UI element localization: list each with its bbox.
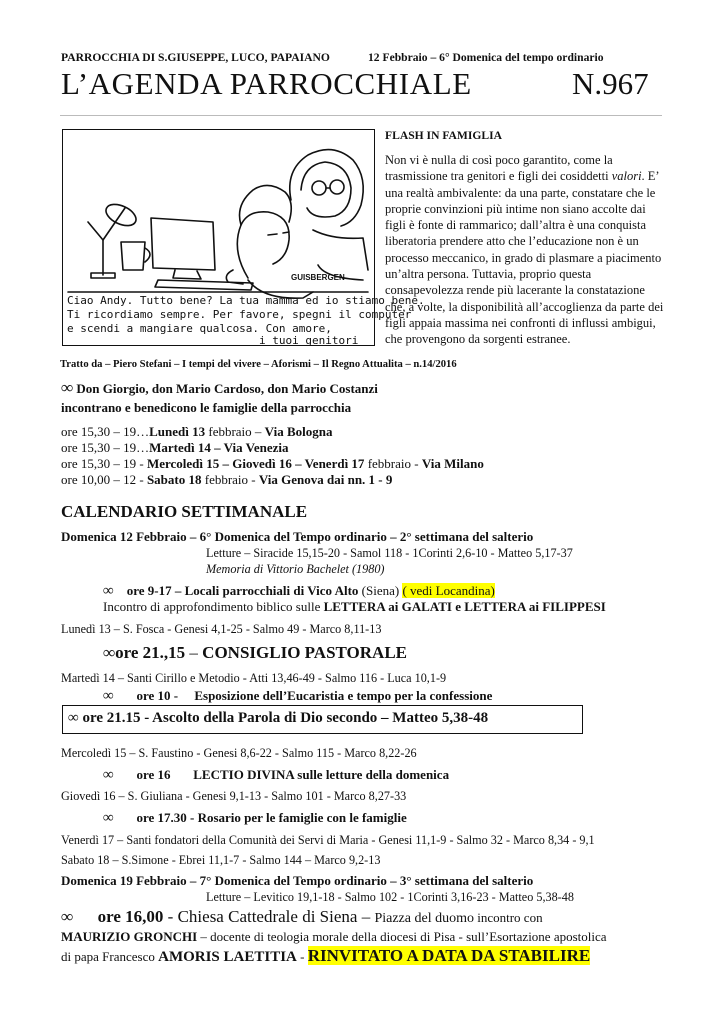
eucaristia: ∞ ore 10 - Esposizione dell’Eucaristia e tempo per la confessione — [103, 688, 493, 704]
sunday-19-heading: Domenica 19 Febbraio – 7° Domenica del Tempo ordinario – 3° settimana del salterio — [61, 873, 534, 888]
flash-title: FLASH IN FAMIGLIA — [385, 129, 503, 142]
monday-13: Lunedì 13 – S. Fosca - Genesi 4,1-25 - Salmo 49 - Marco 8,11-13 — [61, 622, 382, 636]
calendar-title: CALENDARIO SETTIMANALE — [61, 502, 308, 521]
date-line: 12 Febbraio – 6° Domenica del tempo ordinario — [368, 51, 604, 64]
infinity-icon: ∞ — [103, 583, 114, 599]
infinity-icon: ∞ — [103, 767, 114, 783]
cartoon-drawing — [63, 130, 425, 347]
bubble-line-4: i tuoi genitori — [259, 334, 359, 347]
flash-text-italic: valori — [611, 169, 642, 184]
visit-row: ore 10,00 – 12 - Sabato 18 febbraio - Via Genova dai nn. 1 - 9 — [61, 472, 393, 487]
sunday-19-readings: Letture – Levitico 19,1-18 - Salmo 102 - 1Corinti 3,16-23 - Matteo 5,38-48 — [206, 890, 574, 904]
final-event-line-3: di papa Francesco AMORIS LAETITIA - RINVITATO A DATA DA STABILIRE — [61, 946, 591, 965]
cartoon-caption: Tratto da – Piero Stefani – I tempi del vivere – Aforismi – Il Regno Attualita – n.14/2016 — [60, 359, 457, 370]
wednesday-15: Mercoledì 15 – S. Faustino - Genesi 8,6-22 - Salmo 115 - Marco 8,22-26 — [61, 746, 417, 760]
sunday-12-heading: Domenica 12 Febbraio – 6° Domenica del Tempo ordinario – 2° settimana del salterio — [61, 529, 534, 544]
sunday-12-readings: Letture – Siracide 15,15-20 - Samol 118 - 1Corinti 2,6-10 - Matteo 5,17-37 — [206, 546, 573, 560]
visit-row: ore 15,30 – 19…Martedì 14 – Via Venezia — [61, 440, 289, 455]
final-event-line-2: MAURIZIO GRONCHI – docente di teologia morale della diocesi di Pisa - sull’Esortazione apostolica — [61, 929, 607, 944]
flash-body — [385, 152, 668, 348]
infinity-icon: ∞ — [103, 688, 114, 704]
ascolto-parola: ∞ ore 21.15 - Ascolto della Parola di Dio secondo – Matteo 5,38-48 — [68, 710, 489, 726]
final-event-line-1: ∞ ore 16,00 - Chiesa Cattedrale di Siena – Piazza del duomo incontro con — [61, 907, 543, 926]
event-vico-alto: ∞ ore 9-17 – Locali parrocchiali di Vico Alto (Siena) ( vedi Locandina) — [103, 583, 495, 599]
rosario: ∞ ore 17.30 - Rosario per le famiglie con le famiglie — [103, 810, 407, 826]
infinity-icon: ∞ — [103, 643, 116, 662]
infinity-icon: ∞ — [103, 810, 114, 826]
lectio-divina: ∞ ore 16 LECTIO DIVINA sulle letture della domenica — [103, 767, 450, 783]
cartoon-illustration — [62, 129, 425, 347]
header-divider — [60, 115, 662, 116]
infinity-icon: ∞ — [61, 378, 74, 397]
visit-row: ore 15,30 – 19 - Mercoledì 15 – Giovedì 16 – Venerdì 17 febbraio - Via Milano — [61, 456, 484, 471]
visit-row: ore 15,30 – 19…Lunedì 13 febbraio – Via Bologna — [61, 424, 333, 439]
visits-priests: Don Giorgio, don Mario Cardoso, don Mario Costanzi — [76, 381, 378, 396]
friday-17: Venerdì 17 – Santi fondatori della Comunità dei Servi di Maria - Genesi 11,1-9 - Salmo 32 - Marco 8,34 - 9,1 — [61, 833, 595, 847]
parish-name: PARROCCHIA DI S.GIUSEPPE, LUCO, PAPAIANO — [61, 51, 330, 64]
bubble-line-1: Ciao Andy. Tutto bene? La tua mamma ed io stiamo bene. — [67, 294, 425, 307]
thursday-16: Giovedì 16 – S. Giuliana - Genesi 9,1-13 - Salmo 101 - Marco 8,27-33 — [61, 789, 407, 803]
locandina-link[interactable]: ( vedi Locandina) — [402, 583, 495, 598]
infinity-icon: ∞ — [68, 710, 79, 726]
flash-text-1: Non vi è nulla di così poco garantito, come la trasmissione tra genitori e figli dei cosiddetti — [385, 153, 613, 184]
sunday-12-memoria: Memoria di Vittorio Bachelet (1980) — [206, 562, 385, 576]
event-vico-alto-desc: Incontro di approfondimento biblico sulle LETTERA ai GALATI e LETTERA ai FILIPPESI — [103, 599, 606, 614]
tuesday-14: Martedì 14 – Santi Cirillo e Metodio - Atti 13,46-49 - Salmo 116 - Luca 10,1-9 — [61, 671, 447, 685]
issue-number: N.967 — [572, 66, 649, 101]
infinity-icon: ∞ — [61, 907, 74, 926]
rinviato-notice: RINVITATO A DATA DA STABILIRE — [307, 946, 591, 965]
bubble-line-2: Ti ricordiamo sempre. Per favore, spegni il computer — [67, 308, 412, 321]
flash-text-2: . E’ una realtà ambivalente: da una parte, constatare che le proprie convinzioni più intime non siano accolte dai figli è fonte di rammarico; dall’altra è una conquista liberatoria prendere atto che l’educazione non è un processo meccanico, in grado di plasmare a piacimento un’altra persona. Tuttavia, proprio questa consapevolezza rende più lacerante la constatazione che, a volte, la disponibilità all’accoglienza da parte dei figli appaia massima nei confronti di influssi ambigui, che provengono da sorgenti estranee. — [385, 169, 664, 347]
saturday-18: Sabato 18 – S.Simone - Ebrei 11,1-7 - Salmo 144 – Marco 9,2-13 — [61, 853, 381, 867]
cartoon-signature: GUISBERGEN — [291, 273, 345, 282]
visits-line-1 — [61, 378, 378, 398]
page-title: L’AGENDA PARROCCHIALE — [61, 66, 472, 101]
consiglio-pastorale: ∞ore 21.,15 – CONSIGLIO PASTORALE — [103, 643, 408, 662]
bubble-line-3: e scendi a mangiare qualcosa. Con amore, — [67, 322, 332, 335]
visits-line-2: incontrano e benedicono le famiglie della parrocchia — [61, 400, 352, 415]
